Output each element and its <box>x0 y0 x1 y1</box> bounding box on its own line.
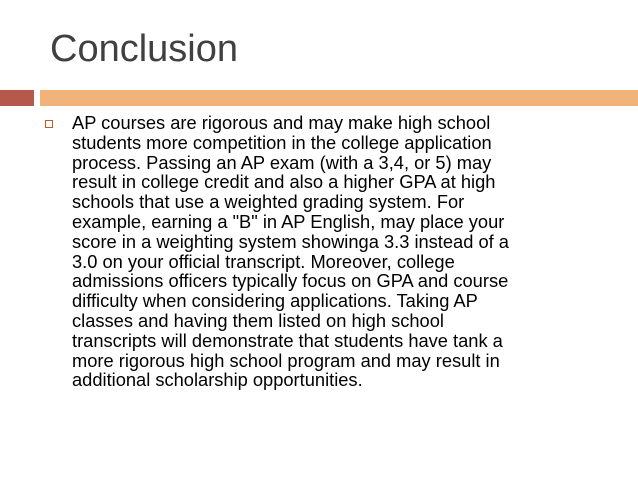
bullet-text <box>72 113 587 390</box>
slide-title: Conclusion <box>50 28 238 70</box>
bullet-text-line: example, earning a "B" in AP English, may place your <box>72 210 505 232</box>
bullet-text-line: students more competition in the college application <box>72 131 492 153</box>
bullet-text-line: admissions officers typically focus on GPA and course <box>72 270 509 292</box>
bullet-text-line: schools that use a weighted grading system. For <box>72 191 465 213</box>
bullet-text-line: classes and having them listed on high school <box>72 309 444 331</box>
bullet-text-line: additional scholarship opportunities. <box>72 369 363 391</box>
bullet-text-line: score in a weighting system showinga 3.3 instead of a <box>72 230 509 252</box>
bullet-text-line: 3.0 on your official transcript. Moreover, college <box>72 250 455 272</box>
bullet-text-line: more rigorous high school program and may result in <box>72 349 500 371</box>
bullet-text-line: result in college credit and also a higher GPA at high <box>72 171 496 193</box>
title-accent-bar-left <box>0 90 34 106</box>
bullet-item <box>45 113 605 390</box>
title-accent-bar-right <box>40 90 638 106</box>
bullet-text-line: process. Passing an AP exam (with a 3,4, or 5) may <box>72 151 492 173</box>
hollow-square-bullet-icon <box>45 120 53 128</box>
bullet-text-line: AP courses are rigorous and may make high school <box>72 112 491 133</box>
bullet-text-line: transcripts will demonstrate that students have tank a <box>72 329 503 351</box>
bullet-text-line: difficulty when considering applications. Taking AP <box>72 290 478 312</box>
